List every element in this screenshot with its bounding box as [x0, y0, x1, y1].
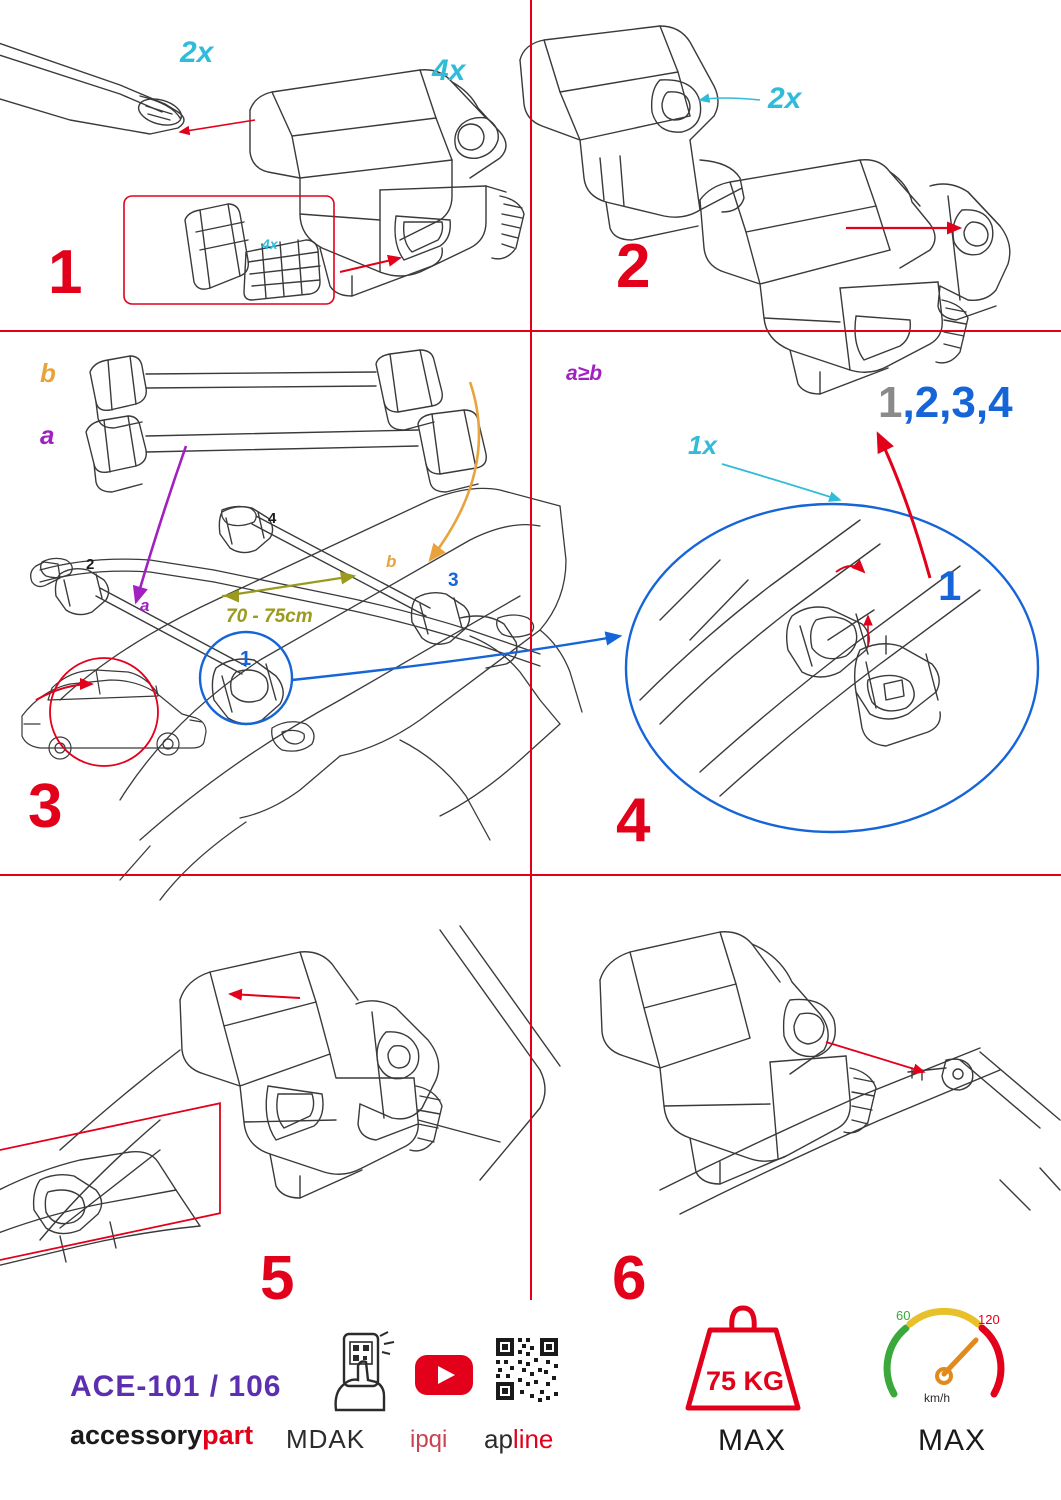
step5-assembly: [40, 926, 560, 1240]
step-number-1: 1: [48, 238, 82, 307]
svg-text:km/h: km/h: [924, 1391, 951, 1405]
partner-mdak: MDAK: [286, 1424, 366, 1454]
label-4x-pad: 4x: [262, 236, 278, 252]
step-number-6: 6: [612, 1244, 646, 1313]
label-bar-b: b: [40, 358, 56, 388]
speedometer-icon: [880, 1296, 1008, 1414]
step3-car-roof: [31, 488, 582, 900]
youtube-icon[interactable]: [414, 1354, 474, 1396]
divider-col-top: [530, 0, 532, 330]
svg-text:60: 60: [896, 1308, 911, 1323]
weight-value: 75 KG: [706, 1366, 785, 1396]
step2-bar-and-endcap: [700, 160, 968, 394]
divider-col-bottom: [530, 876, 532, 1300]
step1-foot-assembly: [250, 70, 524, 296]
qr-scan-phone-icon[interactable]: [318, 1330, 404, 1414]
partner-apline-prefix: ap: [484, 1424, 513, 1454]
step1-inset-pad: [185, 204, 320, 300]
partner-ipqi: ipqi: [410, 1426, 448, 1453]
label-2x-lock: 2x: [768, 82, 802, 115]
annotation-arrows: [0, 98, 1038, 1266]
label-pos-1: 1: [240, 648, 252, 670]
step1-crossbar: [0, 40, 184, 134]
label-distance: 70 - 75cm: [226, 606, 313, 627]
label-pos-2: 2: [86, 556, 95, 573]
speed-max-caption: MAX: [918, 1424, 987, 1457]
step2-foot-top: [520, 26, 744, 240]
label-a-ge-b: [566, 362, 602, 386]
svg-text:120: 120: [978, 1312, 1000, 1327]
step3-bar-a: [86, 410, 486, 492]
label-1x-tool: 1x: [688, 430, 717, 460]
step-number-3: 3: [28, 772, 62, 841]
product-code: ACE-101 / 106: [70, 1370, 282, 1403]
weight-max-caption: MAX: [718, 1424, 787, 1457]
step3-bar-b: [90, 350, 442, 430]
label-a-ge-b-text: a≥b: [566, 362, 603, 385]
partner-apline-suffix: line: [512, 1424, 554, 1454]
sequence-first: 1: [878, 378, 903, 427]
label-pos-3: 3: [448, 570, 459, 591]
partner-apline: [484, 1424, 553, 1455]
qr-code-icon[interactable]: [494, 1336, 560, 1402]
step2-endpiece: [930, 184, 1010, 320]
step3-car-icon: [22, 670, 206, 759]
label-sequence: [878, 378, 1013, 428]
label-2x-bar: 2x: [180, 36, 214, 69]
brand-accessory-text: accessory: [70, 1420, 203, 1450]
label-bar-a: a: [40, 420, 55, 450]
step4-detail: [640, 520, 980, 796]
divider-col-mid: [530, 332, 532, 874]
label-a-target: a: [140, 596, 150, 615]
brand-accessorypart: [70, 1420, 253, 1451]
sequence-rest: ,2,3,4: [902, 378, 1013, 427]
label-b-target: b: [386, 552, 397, 571]
label-4x-foot: 4x: [432, 54, 466, 87]
step5-inset: [0, 1152, 200, 1270]
step-number-5: 5: [260, 1244, 294, 1313]
step-number-4: 4: [616, 786, 650, 855]
brand-part-text: part: [202, 1420, 254, 1450]
label-step4-one: 1: [938, 562, 962, 609]
label-pos-4: 4: [268, 510, 277, 527]
step-number-2: 2: [616, 232, 650, 301]
step6-assembly: [600, 932, 1060, 1214]
